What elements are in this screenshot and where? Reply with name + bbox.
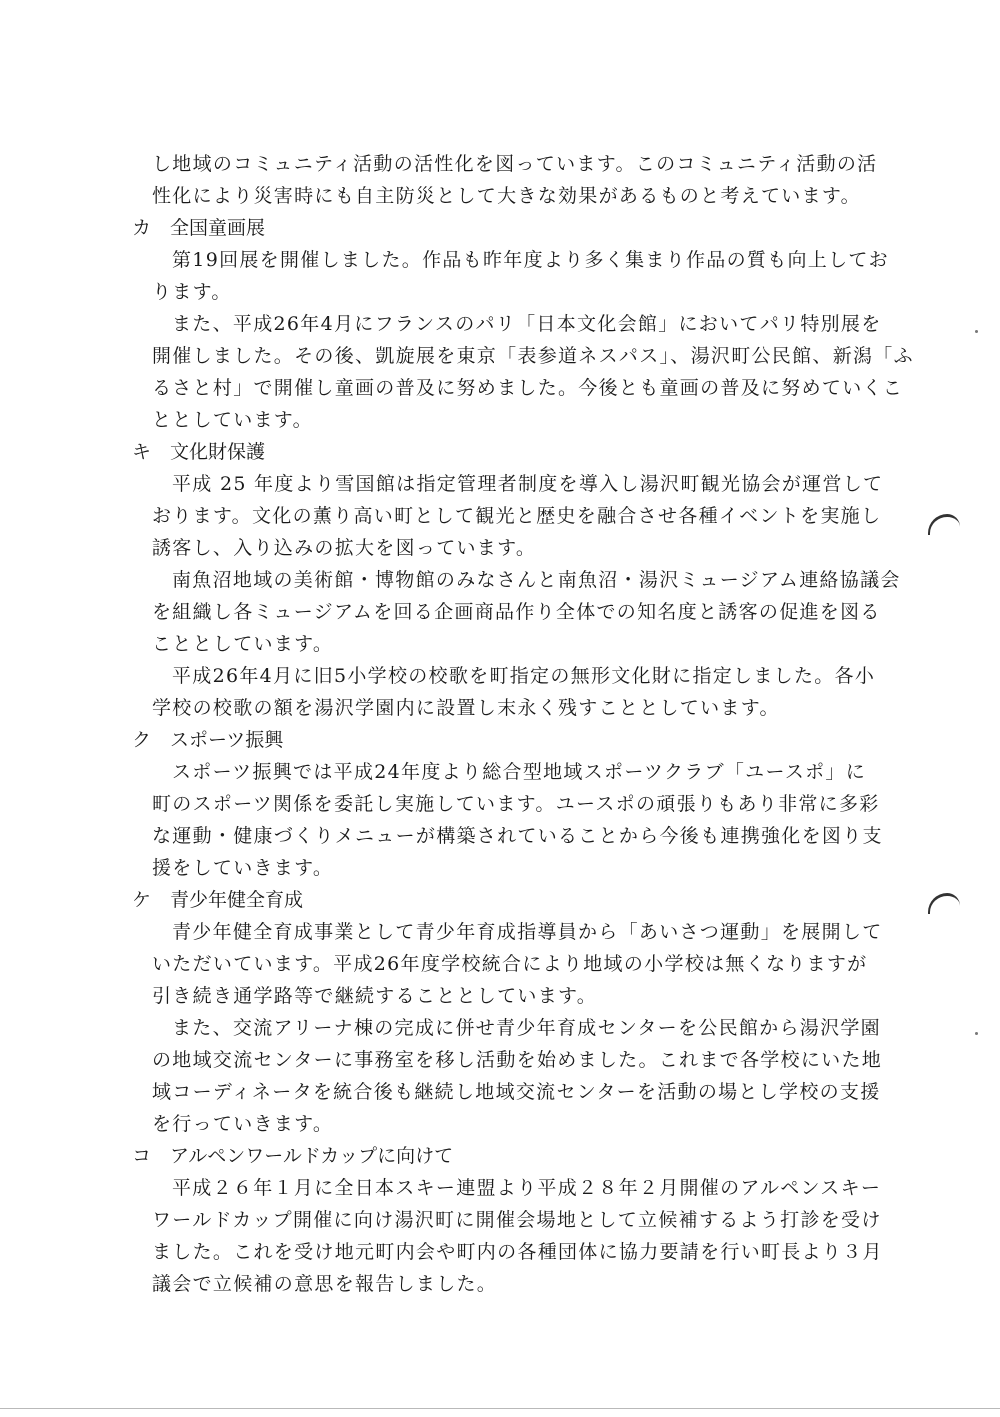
text-line: ワールドカップ開催に向け湯沢町に開催会場地として立候補するよう打診を受け [152,1209,882,1231]
text-line: 第19回展を開催しました。作品も昨年度より多く集まり作品の質も向上してお [172,249,889,271]
section-heading-ke [132,884,892,916]
text-line: 誘客し、入り込みの拡大を図っています。 [152,537,537,559]
text-line: 町のスポーツ関係を委託し実施しています。ユースポの頑張りもあり非常に多彩 [152,793,880,815]
text-line: を組織し各ミュージアムを回る企画商品作り全体での知名度と誘客の促進を図る [152,601,881,623]
text-line: スポーツ振興では平成24年度より総合型地域スポーツクラブ「ユースポ」に [172,761,867,783]
text-line: るさと村」で開催し童画の普及に努めました。今後とも童画の普及に努めていくこ [152,377,904,399]
text-line: 援をしていきます。 [152,857,334,879]
text-line: いただいています。平成26年度学校統合により地域の小学校は無くなりますが [152,953,868,975]
section-marker: キ [132,441,152,463]
punch-hole-mark [928,893,960,914]
text-line: ります。 [152,281,232,303]
text-line: を行っていきます。 [152,1113,334,1135]
text-line: こととしています。 [152,633,334,655]
section-title: 青少年健全育成 [170,889,304,911]
text-line: 平成26年4月に旧5小学校の校歌を町指定の無形文化財に指定しました。各小 [172,665,876,687]
text-line: 青少年健全育成事業として青少年育成指導員から「あいさつ運動」を展開して [172,921,883,943]
section-marker: ケ [132,889,152,911]
text-line: 平成２６年１月に全日本スキー連盟より平成２８年２月開催のアルペンスキー [172,1177,882,1199]
text-line: し地域のコミュニティ活動の活性化を図っています。このコミュニティ活動の活 [152,153,878,175]
scan-speck [975,330,978,333]
text-line: おります。文化の薫り高い町として観光と歴史を融合させ各種イベントを実施し [152,505,882,527]
text-line: 域コーディネータを統合後も継続し地域交流センターを活動の場とし学校の支援 [152,1081,881,1103]
section-marker: コ [132,1145,152,1167]
section-heading-ki [132,436,892,468]
section-title: スポーツ振興 [170,729,284,751]
section-marker: ク [132,729,152,751]
text-line: また、平成26年4月にフランスのパリ「日本文化会館」においてパリ特別展を [172,313,882,335]
text-line: 平成 25 年度より雪国館は指定管理者制度を導入し湯沢町観光協会が運営して [172,473,884,495]
section-heading-ka [132,212,892,244]
section-marker: カ [132,217,152,239]
text-line: な運動・健康づくりメニューが構築されていることから今後も連携強化を図り支 [152,825,883,847]
section-heading-ko [132,1140,892,1172]
body-text [132,148,914,1300]
punch-hole-mark [928,514,960,535]
text-line: 性化により災害時にも自主防災として大きな効果があるものと考えています。 [152,185,861,207]
text-line: ととしています。 [152,409,313,431]
section-title: アルペンワールドカップに向けて [170,1145,454,1167]
text-line: 議会で立候補の意思を報告しました。 [152,1273,498,1295]
scan-speck [975,1032,978,1035]
text-line: 学校の校歌の額を湯沢学園内に設置し末永く残すこととしています。 [152,697,780,719]
text-line: 南魚沼地域の美術館・博物館のみなさんと南魚沼・湯沢ミュージアム連絡協議会 [172,569,901,591]
text-line: また、交流アリーナ棟の完成に併せ青少年育成センターを公民館から湯沢学園 [172,1017,881,1039]
text-line: 引き続き通学路等で継続することとしています。 [152,985,598,1007]
text-line: 開催しました。その後、凱旋展を東京「表参道ネスパス」、湯沢町公民館、新潟「ふ [152,345,914,367]
section-title: 全国童画展 [170,217,266,239]
section-title: 文化財保護 [170,441,266,463]
scan-edge-line [0,1408,1000,1409]
text-line: ました。これを受け地元町内会や町内の各種団体に協力要請を行い町長より３月 [152,1241,883,1263]
text-line: の地域交流センターに事務室を移し活動を始めました。これまで各学校にいた地 [152,1049,883,1071]
section-heading-ku [132,724,892,756]
